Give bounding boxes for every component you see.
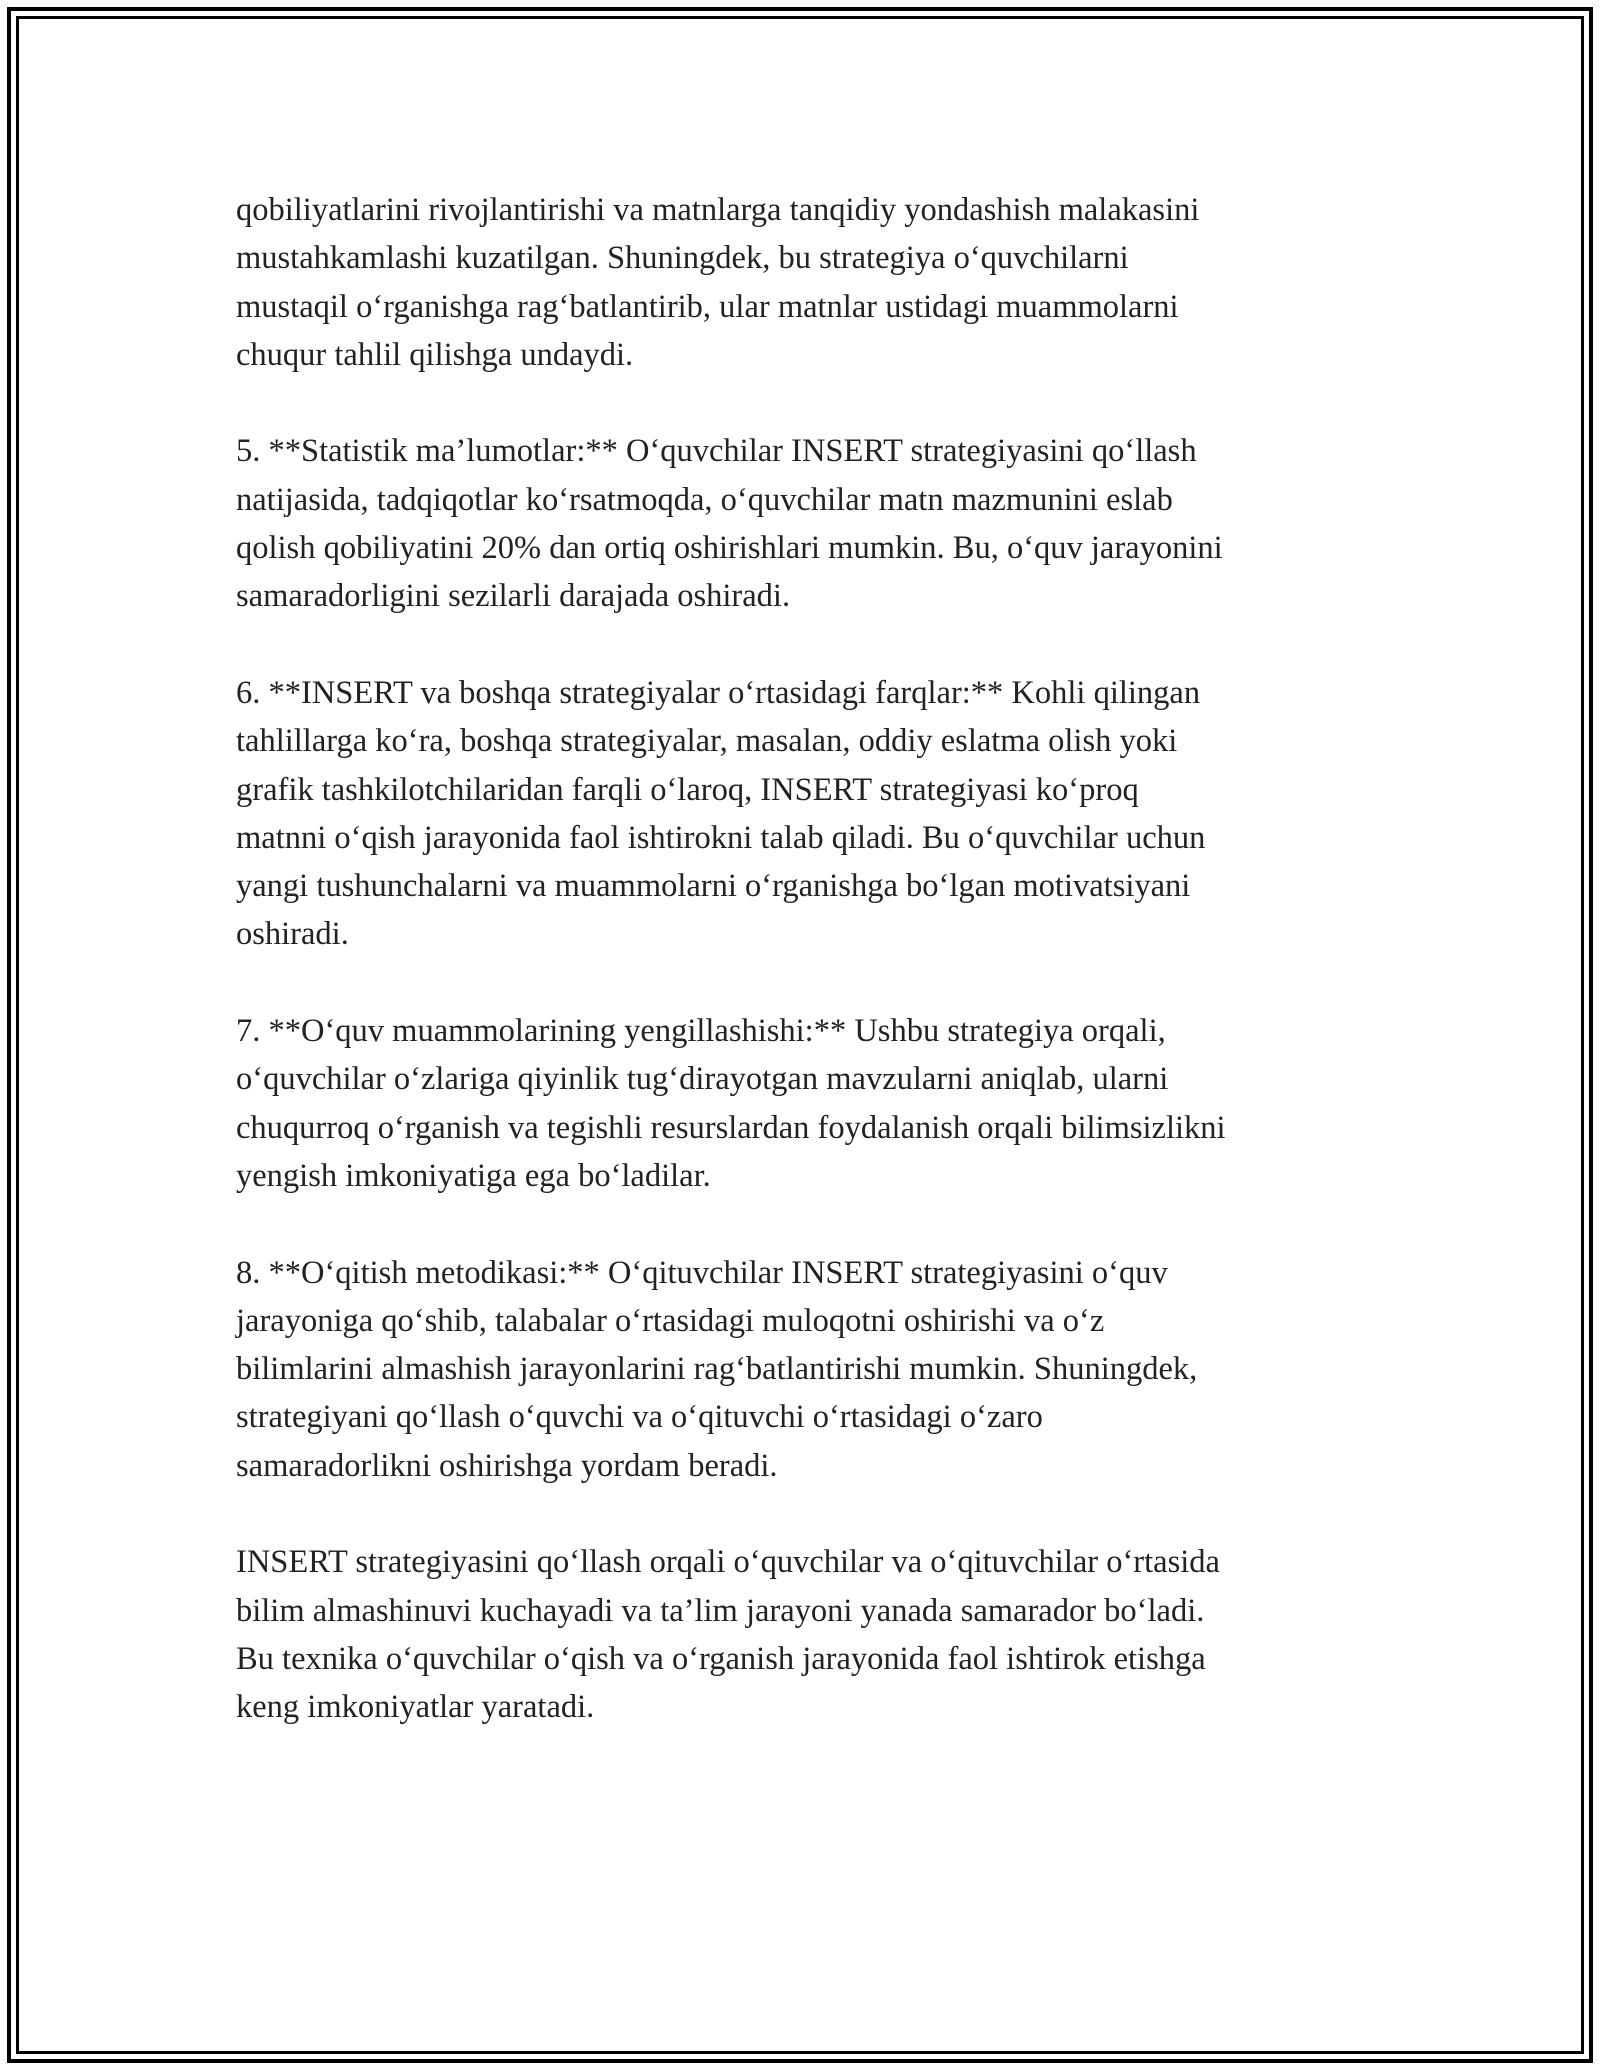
paragraph-item-6: 6. **INSERT va boshqa strategiyalar o‘rtasidagi farqlar:** Kohli qilingan tahlillarga ko‘ra, boshqa strategiyalar, masalan, oddiy eslatma olish yoki grafik tashkilotchilaridan farqli o‘laroq, INSERT strategiyasi ko‘proq matnni o‘qish jarayonida faol ishtirokni talab qiladi. Bu o‘quvchilar uchun yangi tushunchalarni va muammolarni o‘rganishga bo‘lgan motivatsiyani oshiradi. (236, 674, 1206, 953)
paragraph-conclusion: INSERT strategiyasini qo‘llash orqali o‘quvchilar va o‘qituvchilar o‘rtasida bilim almashinuvi kuchayadi va ta’lim jarayoni yanada samarador bo‘ladi. Bu texnika o‘quvchilar o‘qish va o‘rganish jarayonida faol ishtirok etishga keng imkoniyatlar yaratadi. (236, 1544, 1220, 1726)
paragraph-item-8: 8. **O‘qitish metodikasi:** O‘qituvchilar INSERT strategiyasini o‘quv jarayoniga qo‘shib, talabalar o‘rtasidagi muloqotni oshirishi va o‘z bilimlarini almashish jarayonlarini rag‘batlantirishi mumkin. Shuningdek, strategiyani qo‘llash o‘quvchi va o‘qituvchi o‘rtasidagi o‘zaro samaradorlikni oshirishga yordam beradi. (236, 1254, 1198, 1484)
document-body (236, 186, 1366, 1780)
paragraph-item-7: 7. **O‘quv muammolarining yengillashishi:** Ushbu strategiya orqali, o‘quvchilar o‘zlariga qiyinlik tug‘dirayotgan mavzularni aniqlab, ularni chuqurroq o‘rganish va tegishli resurslardan foydalanish orqali bilimsizlikni yengish imkoniyatiga ega bo‘ladilar. (236, 1013, 1226, 1194)
paragraph-intro-continuation: qobiliyatlarini rivojlantirishi va matnlarga tanqidiy yondashish malakasini mustahkamlashi kuzatilgan. Shuningdek, bu strategiya o‘quvchilarni mustaqil o‘rganishga rag‘batlantirib, ular matnlar ustidagi muammolarni chuqur tahlil qilishga undaydi. (236, 192, 1200, 373)
paragraph-item-5: 5. **Statistik ma’lumotlar:** O‘quvchilar INSERT strategiyasini qo‘llash natijasida, tadqiqotlar ko‘rsatmoqda, o‘quvchilar matn mazmunini eslab qolish qobiliyatini 20% dan ortiq oshirishlari mumkin. Bu, o‘quv jarayonini samaradorligini sezilarli darajada oshiradi. (236, 433, 1223, 615)
